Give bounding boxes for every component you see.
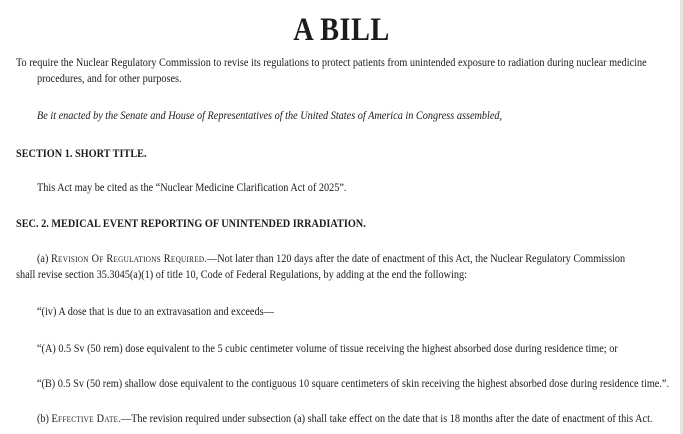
subsection-a-line-2: shall revise section 35.3045(a)(1) of title 10, Code of Federal Regulations, by adding at the end the following: (16, 269, 467, 281)
subsection-b (37, 411, 652, 428)
bill-title: A BILL (293, 12, 390, 48)
section-1-text: This Act may be cited as the “Nuclear Medicine Clarification Act of 2025”. (37, 182, 347, 194)
section-1-heading: SECTION 1. SHORT TITLE. (16, 148, 147, 160)
subsection-a-text-1: .—Not later than 120 days after the date of enactment of this Act, the Nuclear Regulatory Commission (204, 253, 626, 265)
quoted-clause-B: “(B) 0.5 Sv (50 rem) shallow dose equivalent to the contiguous 10 square centimeters of skin receiving the highest absorbed dose during residence time.”. (37, 378, 670, 390)
subsection-a-caption: Revision Of Regulations Required (50, 253, 205, 265)
subsection-a-line-1 (37, 251, 625, 268)
purpose-line-1: To require the Nuclear Regulatory Commission to revise its regulations to protect patients from unintended exposure to radiation during nuclear medicine (16, 57, 647, 69)
subsection-b-label: (b) (37, 413, 52, 425)
subsection-b-text: .—The revision required under subsection (a) shall take effect on the date that is 18 months after the date of enactment of this Act. (118, 413, 653, 425)
purpose-line-2: procedures, and for other purposes. (37, 73, 182, 85)
subsection-b-caption: Effective Date (51, 413, 119, 425)
quoted-clause-A: “(A) 0.5 Sv (50 rem) dose equivalent to the 5 cubic centimeter volume of tissue receiving the highest absorbed dose during residence time; or (37, 343, 618, 355)
enacting-clause: Be it enacted by the Senate and House of Representatives of the United States of America in Congress assembled, (37, 110, 503, 122)
section-2-heading: SEC. 2. MEDICAL EVENT REPORTING OF UNINTENDED IRRADIATION. (16, 218, 366, 230)
subsection-a-label: (a) (37, 253, 51, 265)
quoted-clause-iv: “(iv) A dose that is due to an extravasation and exceeds— (37, 306, 274, 318)
